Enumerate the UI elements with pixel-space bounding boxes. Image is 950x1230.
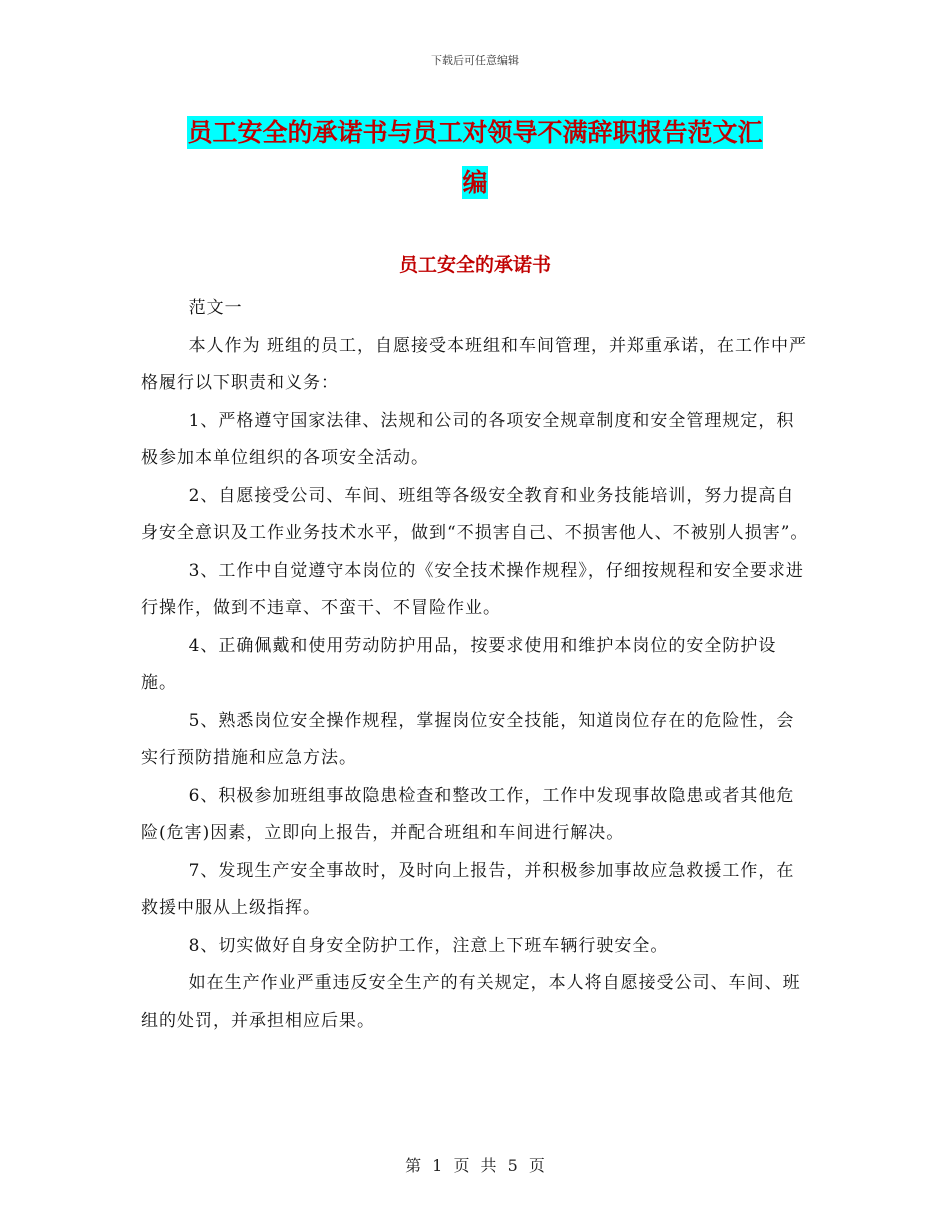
document-body (141, 290, 811, 1040)
paragraph: 3、工作中自觉遵守本岗位的《安全技术操作规程》，仔细按规程和安全要求进行操作，做到不违章、不蛮干、不冒险作业。 (141, 560, 804, 618)
title-line-2: 编 (462, 168, 488, 197)
paragraph: 6、积极参加班组事故隐患检查和整改工作，工作中发现事故隐患或者其他危险(危害)因素，立即向上报告，并配合班组和车间进行解决。 (141, 785, 795, 843)
paragraph: 2、自愿接受公司、车间、班组等各级安全教育和业务技能培训，努力提高自身安全意识及工作业务技术水平，做到“不损害自己、不损害他人、不被别人损害”。 (141, 485, 809, 543)
paragraph: 本人作为 班组的员工，自愿接受本班组和车间管理，并郑重承诺，在工作中严格履行以下职责和义务： (141, 335, 807, 393)
section-title: 员工安全的承诺书 (398, 254, 551, 276)
document-title (130, 108, 820, 208)
page-header-note: 下载后可任意编辑 (431, 54, 519, 67)
page-footer: 第 1 页 共 5 页 (405, 1156, 545, 1175)
paragraph: 5、熟悉岗位安全操作规程，掌握岗位安全技能，知道岗位存在的危险性，会实行预防措施和应急方法。 (141, 710, 795, 768)
paragraph: 1、严格遵守国家法律、法规和公司的各项安全规章制度和安全管理规定，积极参加本单位组织的各项安全活动。 (141, 410, 795, 468)
title-line-1: 员工安全的承诺书与员工对领导不满辞职报告范文汇 (187, 118, 763, 147)
paragraph: 范文一 (188, 298, 243, 318)
paragraph: 7、发现生产安全事故时，及时向上报告，并积极参加事故应急救援工作，在救援中服从上级指挥。 (141, 860, 795, 918)
paragraph: 4、正确佩戴和使用劳动防护用品，按要求使用和维护本岗位的安全防护设施。 (141, 635, 777, 693)
paragraph: 8、切实做好自身安全防护工作，注意上下班车辆行驶安全。 (188, 935, 669, 956)
paragraph: 如在生产作业严重违反安全生产的有关规定，本人将自愿接受公司、车间、班组的处罚，并承担相应后果。 (141, 973, 801, 1031)
